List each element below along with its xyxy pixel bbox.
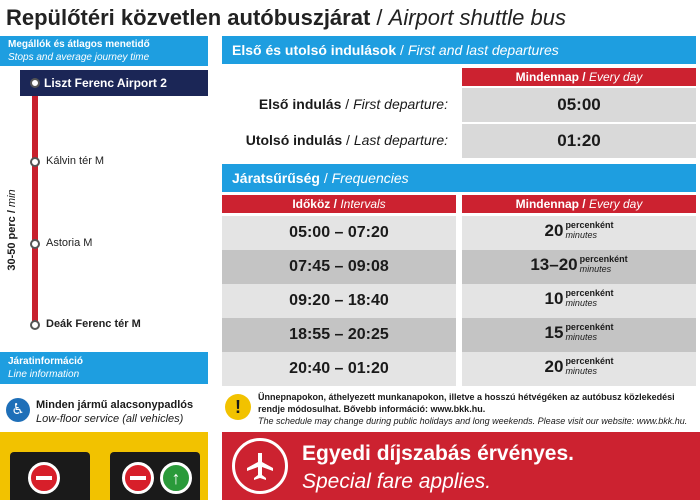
stop-deak: Deák Ferenc tér M — [46, 318, 141, 330]
title-en: Airport shuttle bus — [388, 5, 566, 30]
special-fare-banner — [222, 432, 700, 500]
interval-cell: 18:55 – 20:25 — [222, 318, 456, 352]
wheelchair-icon: ♿ — [6, 398, 30, 422]
stop-dot-airport — [30, 78, 40, 88]
journey-time: 30-50 perc / min — [6, 189, 18, 271]
last-departure-label: Utolsó indulás / Last departure: — [245, 132, 448, 148]
stop-dot-astoria — [30, 239, 40, 249]
warning-icon: ! — [225, 394, 251, 420]
page-title: Repülőtéri közvetlen autóbuszjárat / Airport shuttle bus — [6, 5, 566, 30]
lowfloor-info: Minden jármű alacsonypadlós Low-floor service (all vehicles) — [36, 399, 194, 425]
departures-header: Első és utolsó indulások / First and last departures — [222, 36, 696, 64]
frequencies-header: Járatsűrűség / Frequencies — [222, 164, 696, 192]
frequency-cell: 20 percenként minutes — [462, 216, 696, 250]
route-line — [32, 82, 38, 326]
stop-dot-kalvin — [30, 157, 40, 167]
no-entry-icon — [28, 462, 60, 494]
bus-door-illustration — [0, 432, 208, 500]
departures-col-header: Mindennap / Every day — [462, 68, 696, 86]
interval-cell: 09:20 – 18:40 — [222, 284, 456, 318]
fare-text-hu: Egyedi díjszabás érvényes. — [302, 442, 574, 465]
fare-text-en: Special fare applies. — [302, 470, 492, 493]
line-info-header: Járatinformáció Line information — [0, 352, 208, 384]
stop-airport: Liszt Ferenc Airport 2 — [20, 70, 208, 96]
frequency-cell: 20 percenként minutes — [462, 352, 696, 386]
stops-header: Megállók és átlagos menetidő Stops and average journey time — [0, 36, 208, 66]
stop-kalvin: Kálvin tér M — [46, 155, 105, 167]
schedule-notice: Ünnepnapokon, áthelyezett munkanapokon, illetve a hosszú hétvégéken az autóbusz közlekedési rendje módosulhat. Bővebb információ: www.bkk.hu. The schedule may change during public holidays and long weekends. Please visit our website: www.bkk.hu. — [258, 392, 688, 426]
stop-astoria: Astoria M — [46, 237, 93, 249]
no-entry-icon — [122, 462, 154, 494]
interval-cell: 07:45 – 09:08 — [222, 250, 456, 284]
frequency-cell: 10 percenként minutes — [462, 284, 696, 318]
intervals-col-header: Időköz / Intervals — [222, 195, 456, 213]
first-departure-time: 05:00 — [462, 88, 696, 122]
stop-dot-deak — [30, 320, 40, 330]
entry-arrow-icon: ↑ — [160, 462, 192, 494]
title-hu: Repülőtéri közvetlen autóbuszjárat — [6, 5, 371, 30]
last-departure-time: 01:20 — [462, 124, 696, 158]
every-day-col-header: Mindennap / Every day — [462, 195, 696, 213]
first-departure-label: Első indulás / First departure: — [258, 96, 448, 112]
interval-cell: 05:00 – 07:20 — [222, 216, 456, 250]
frequency-cell: 13–20 percenként minutes — [462, 250, 696, 284]
frequency-cell: 15 percenként minutes — [462, 318, 696, 352]
airplane-icon — [232, 438, 288, 494]
interval-cell: 20:40 – 01:20 — [222, 352, 456, 386]
